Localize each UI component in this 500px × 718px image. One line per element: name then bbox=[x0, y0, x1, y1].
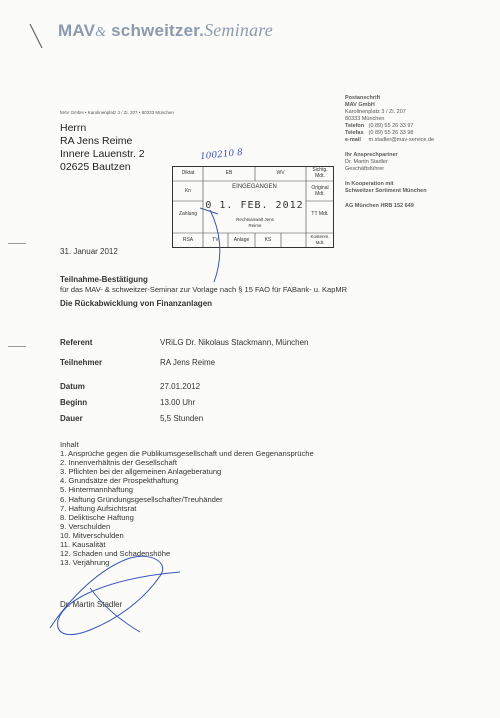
corner-stroke bbox=[24, 20, 54, 52]
referent-label: Referent bbox=[60, 338, 93, 347]
pen-check-mark bbox=[190, 200, 250, 290]
stamp-eingegangen: EINGEGANGEN bbox=[232, 184, 277, 190]
phone-label: Telefon bbox=[345, 123, 365, 129]
list-item: 1. Ansprüche gegen die Publikumsgesellschaft und deren Gegenansprüche bbox=[60, 449, 314, 459]
stamp-rsa: RSA bbox=[182, 237, 194, 243]
stamp-kosten: Kostenm. Mdt. bbox=[310, 234, 330, 245]
list-item: 8. Deliktische Haftung bbox=[60, 512, 134, 522]
contact-heading: Ihr Ansprechpartner bbox=[345, 152, 398, 158]
datum-label: Datum bbox=[60, 382, 85, 391]
coop-name: Schweitzer Sortiment München bbox=[345, 188, 427, 194]
coop-heading: In Kooperation mit bbox=[345, 181, 394, 187]
confirm-text: für das MAV- & schweitzer-Seminar zur Vorlage nach § 15 FAO für FABank- u. KapMR bbox=[60, 285, 348, 294]
contents-heading: Inhalt bbox=[60, 440, 79, 449]
phone-row bbox=[345, 123, 434, 130]
sender-line: MAV GmbH • Karolinenplatz 3 / Zi. 207 • 80333 München bbox=[60, 110, 174, 115]
postal-city: 80333 München bbox=[345, 116, 385, 122]
punch-mark bbox=[8, 346, 26, 347]
recipient-line: RA Jens Reime bbox=[60, 135, 133, 147]
contact-role: Geschäftsführer bbox=[345, 166, 385, 172]
company-logo bbox=[58, 20, 273, 41]
handwritten-file-number: 100210 8 bbox=[199, 147, 244, 163]
list-item: 4. Grundsätze der Prospekthaftung bbox=[60, 476, 179, 486]
logo-mav: MAV bbox=[58, 21, 96, 40]
contact-name: Dr. Martin Stadler bbox=[345, 159, 388, 165]
court-register: AG München HRB 152 649 bbox=[345, 203, 414, 209]
recipient-line: Herrn bbox=[60, 122, 87, 134]
logo-seminare: Seminare bbox=[204, 20, 273, 40]
stamp-anlage: Anlage bbox=[233, 237, 250, 243]
confirm-heading: Teilnahme-Bestätigung bbox=[60, 275, 148, 284]
phone-value: (0 89) 55 26 33 97 bbox=[368, 123, 414, 129]
stamp-kn: Kn bbox=[184, 188, 192, 194]
fold-mark bbox=[8, 243, 26, 244]
stamp-eb: EB bbox=[225, 170, 233, 176]
list-item: 6. Haftung Gründungsgesellschafter/Treuhänder bbox=[60, 494, 223, 504]
list-item: 3. Pflichten bei der allgemeinen Anlageberatung bbox=[60, 467, 222, 477]
fax-value: (0 89) 55 26 33 98 bbox=[368, 130, 414, 136]
stamp-tv: TV bbox=[212, 237, 219, 243]
seminar-title: Die Rückabwicklung von Finanzanlagen bbox=[60, 299, 213, 308]
teilnehmer-value: RA Jens Reime bbox=[160, 358, 216, 367]
recipient-line: Innere Lauenstr. 2 bbox=[60, 148, 145, 160]
stamp-zahlung: Zahlung bbox=[178, 211, 198, 217]
email-row bbox=[345, 137, 434, 144]
list-item: 12. Schaden und Schadenshöhe bbox=[60, 549, 171, 559]
list-item: 5. Hintermannhaftung bbox=[60, 485, 134, 495]
list-item: 13. Verjährung bbox=[60, 558, 110, 568]
logo-schweitzer: schweitzer. bbox=[111, 21, 205, 40]
logo-ampersand: & bbox=[95, 25, 107, 40]
postal-company: MAV GmbH bbox=[345, 102, 375, 108]
postal-street: Karolinenplatz 3 / Zi. 207 bbox=[345, 109, 406, 115]
fax-row bbox=[345, 130, 434, 137]
stamp-ks: KS bbox=[264, 237, 272, 243]
signature-scribble bbox=[30, 548, 200, 648]
referent-value: VRiLG Dr. Nikolaus Stackmann, München bbox=[160, 338, 309, 347]
dauer-label: Dauer bbox=[60, 414, 83, 423]
teilnehmer-label: Teilnehmer bbox=[60, 358, 103, 367]
beginn-value: 13.00 Uhr bbox=[160, 398, 196, 407]
list-item: 11. Kausalität bbox=[60, 540, 106, 550]
stamp-tt: TT Mdt. bbox=[311, 211, 329, 217]
stamp-date: 0 1. FEB. 2012 bbox=[205, 200, 304, 211]
postal-heading: Postanschrift bbox=[345, 95, 381, 101]
signature-name: Dr. Martin Stadler bbox=[60, 600, 123, 609]
datum-value: 27.01.2012 bbox=[160, 382, 201, 391]
list-item: 7. Haftung Aufsichtsrat bbox=[60, 503, 137, 513]
fax-label: Telefax bbox=[345, 130, 364, 136]
list-item: 2. Innenverhältnis der Gesellschaft bbox=[60, 458, 177, 468]
email-value: m.stadler@mav-service.de bbox=[368, 137, 435, 143]
list-item: 10. Mitverschulden bbox=[60, 530, 124, 540]
stamp-wv: WV bbox=[276, 170, 285, 176]
recipient-line: 02625 Bautzen bbox=[60, 161, 131, 173]
letter-date: 31. Januar 2012 bbox=[60, 247, 118, 256]
beginn-label: Beginn bbox=[60, 398, 88, 407]
stamp-original: Original Mdt. bbox=[311, 185, 329, 197]
dauer-value: 5,5 Stunden bbox=[160, 414, 204, 423]
sender-sidebar bbox=[345, 95, 434, 210]
stamp-rechtsanwalt: Rechtsanwalt Jens Reime bbox=[236, 217, 274, 228]
email-label: e-mail bbox=[345, 137, 361, 143]
stamp-sichtg: Sichtg. Mdt. bbox=[312, 167, 328, 179]
recipient-address bbox=[60, 122, 145, 174]
stamp-diktat: Diktat bbox=[181, 170, 195, 176]
list-item: 9. Verschulden bbox=[60, 521, 111, 531]
